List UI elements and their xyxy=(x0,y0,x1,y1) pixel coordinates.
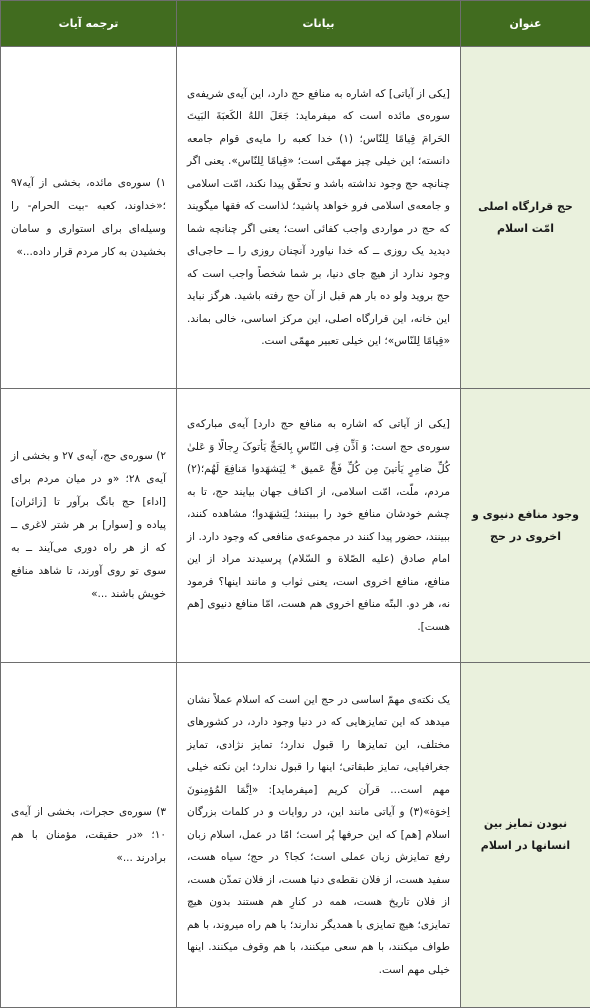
header-translation: ترجمه آیات xyxy=(1,1,177,47)
row-description: [یکی از آیاتی] که اشاره به منافع حج دارد، این آیه‌ی شریفه‌ی سوره‌ی مائده است که میفرماید: جَعَلَ اللهُ الکَعبَةَ البَیتَ الحَرامَ قِیامًا لِلنّاس؛ (۱) خدا کعبه را مایه‌ی قوام جامعه دانسته؛ این خیلی چیز مهمّی است؛ «قِیامًا لِلنّاس». یعنی اگر چنانچه حج وجود نداشته باشد و تحقّق پیدا نکند، امّت اسلامی و جامعه‌ی اسلامی فرو خواهد پاشید؛ لذاست که فقها میگویند که حج در مواردی واجب کفائی است؛ یعنی اگر چنانچه شما دیدید یک روزی ــ که خدا نیاورد آنچنان روزی را ــ حاجی‌ای وجود ندارد از هیچ جای دنیا، بر شما شخصاً واجب است که حج بروید ولو ده بار هم قبل از آن حج رفته باشید. هرگز نباید این خانه، این قرارگاه اصلی، این مرکز اساسی، خالی بماند. «قِیامًا لِلنّاس»؛ این خیلی تعبیر مهمّی است. xyxy=(177,47,461,389)
row-title: وجود منافع دنیوی و اخروی در حج xyxy=(461,389,590,663)
header-title: عنوان xyxy=(461,1,590,47)
row-description: [یکی از آیاتی که اشاره به منافع حج دارد] آیه‌ی مبارکه‌ی سوره‌ی حج است: وَ اَذِّن فِی النّاسِ بِالحَجِّ یَأتوکَ رِجالًا وَ عَلیٰ کُلِّ ضامِرٍ یَأتینَ مِن کُلِّ فَجٍّ عَمیق * لِیَشهَدوا مَنافِعَ لَهُم؛(۲) مردم، ملّت، امّت اسلامی، از اکناف جهان بیایند حج، تا به چشم خودشان منافع خود را ببینند؛ لِیَشهَدوا؛ مشاهده کنند، ببینند، حضور پیدا کنند در مجموعه‌ی منافعی که وجود دارد. از امام صادق (علیه الصّلاة و السّلام) پرسیدند مراد از این منافع، منافع اخروی است، یعنی ثواب و مانند اینها؟ فرمود نه، هر دو. البتّه منافع اخروی هم هست، امّا منافع دنیوی [هم هست]. xyxy=(177,389,461,663)
row-description: یک نکته‌ی مهمّ اساسی در حج این است که اسلام عملاً نشان میدهد که این تمایزهایی که در دنیا وجود دارد، در کشورهای مختلف، این تمایزها را قبول ندارد؛ تمایز نژادی، تمایز جغرافیایی، تمایز طبقاتی؛ اینها را قبول ندارد؛ این نکته خیلی مهم است... قرآن کریم [میفرماید]: «اِنَّمَا المُؤمِنونَ اِخوَة»(۳) و آیاتی مانند این، در روایات و در کلمات بزرگان اسلام [هم] که این حرفها پُر است؛ امّا در عمل، اسلام زبان رفع تمایزش زبان عملی است؛ کجا؟ در حج؛ سیاه هست، سفید هست، از فلان نقطه‌ی دنیا هست، از فلان تمدّن هست، از فلان تاریخ هست، همه در کنارِ هم هستند بدون هیچ تمایزی؛ هیچ تمایزی با همدیگر ندارند؛ با هم راه میروند، با هم طواف میکنند، با هم سعی میکنند، با هم وقوف میکنند. اینها خیلی مهم است. xyxy=(177,663,461,1008)
table-row xyxy=(1,389,590,663)
header-description: بیانات xyxy=(177,1,461,47)
row-translation: ۱) سوره‌ی مائده، بخشی از آیه۹۷ ؛«خداوند، کعبه -بیت الحرام- را وسیله‌ای برای استواری و سامان بخشیدن به کار مردم قرار داده...» xyxy=(1,47,177,389)
row-translation: ۲) سوره‌ی حج، آیه‌ی ۲۷ و بخشی از آیه‌ی ۲۸؛ «و در میان مردم برای [اداء] حج بانگ برآور تا [زائران] پیاده و [سوار] بر هر شتر لاغری ــ که از هر راه دوری می‌آیند ــ به سوی تو روی آورند، تا شاهد منافع خویش باشند ...» xyxy=(1,389,177,663)
table-row xyxy=(1,47,590,389)
table-row xyxy=(1,663,590,1008)
row-title: حج قرارگاه اصلی امّت اسلام xyxy=(461,47,590,389)
row-title: نبودن تمایز بین انسانها در اسلام xyxy=(461,663,590,1008)
row-translation: ۳) سوره‌ی حجرات، بخشی از آیه‌ی ۱۰؛ «در حقیقت، مؤمنان با هم برادرند ...» xyxy=(1,663,177,1008)
table-header-row xyxy=(1,1,590,47)
